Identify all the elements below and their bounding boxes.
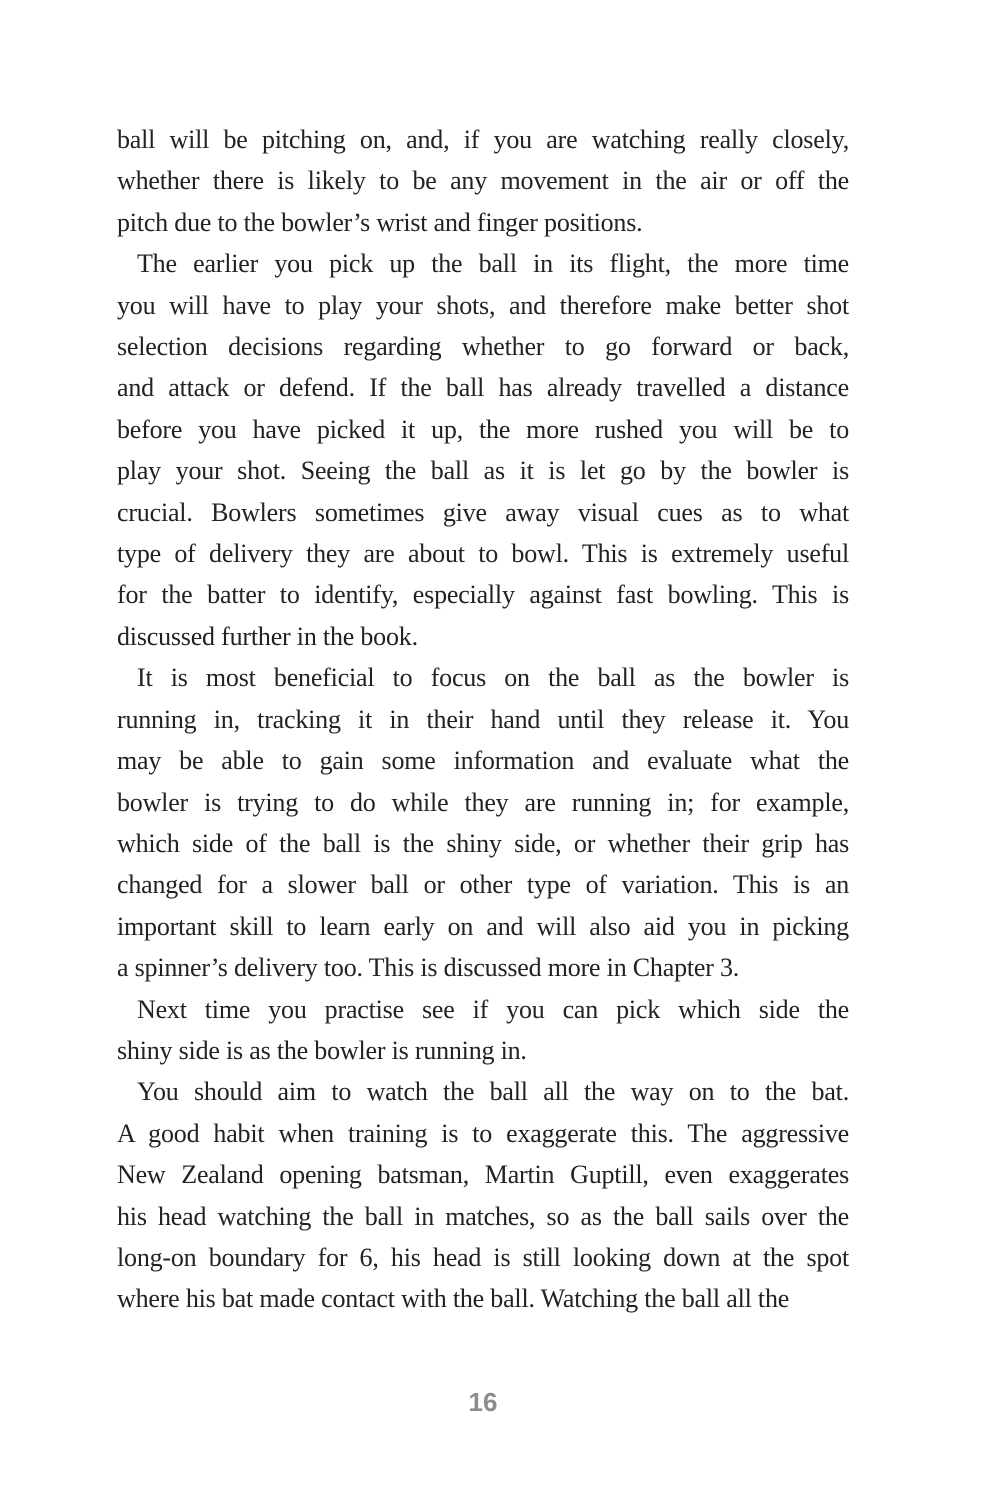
- page-text: [117, 119, 849, 1320]
- text-line: A good habit when training is to exaggerate this. The aggressive: [117, 1118, 849, 1148]
- text-line: Next time you practise see if you can pick which side the: [137, 994, 849, 1024]
- paragraph: [117, 657, 849, 988]
- text-line: It is most beneficial to focus on the ball as the bowler is: [137, 663, 849, 693]
- text-line: The earlier you pick up the ball in its flight, the more time: [137, 249, 849, 279]
- text-line: selection decisions regarding whether to go forward or back,: [117, 332, 849, 362]
- text-line: ball will be pitching on, and, if you are watching really closely,: [117, 125, 849, 154]
- text-line: running in, tracking it in their hand until they release it. You: [117, 704, 849, 734]
- text-line: where his bat made contact with the ball. Watching the ball all the: [117, 1284, 790, 1314]
- page-number: 16: [468, 1387, 498, 1417]
- text-line: his head watching the ball in matches, so as the ball sails over the: [117, 1201, 849, 1231]
- text-line: important skill to learn early on and will also aid you in picking: [117, 911, 849, 941]
- text-line: New Zealand opening batsman, Martin Guptill, even exaggerates: [117, 1160, 849, 1190]
- text-line: a spinner’s delivery too. This is discussed more in Chapter 3.: [117, 953, 740, 983]
- text-line: discussed further in the book.: [117, 621, 418, 651]
- text-line: for the batter to identify, especially against fast bowling. This is: [117, 580, 849, 610]
- text-line: which side of the ball is the shiny side, or whether their grip has: [117, 828, 849, 858]
- paragraph: [117, 1071, 849, 1319]
- text-line: changed for a slower ball or other type of variation. This is an: [117, 870, 849, 900]
- paragraph: [117, 243, 849, 657]
- text-line: before you have picked it up, the more rushed you will be to: [117, 414, 849, 444]
- text-line: play your shot. Seeing the ball as it is let go by the bowler is: [117, 456, 849, 486]
- text-line: bowler is trying to do while they are running in; for example,: [117, 787, 849, 817]
- paragraph: [117, 119, 849, 243]
- paragraph: [117, 989, 849, 1072]
- text-line: may be able to gain some information and evaluate what the: [117, 746, 849, 776]
- text-line: you will have to play your shots, and therefore make better shot: [117, 290, 849, 320]
- text-line: crucial. Bowlers sometimes give away visual cues as to what: [117, 497, 849, 527]
- text-line: and attack or defend. If the ball has already travelled a distance: [117, 373, 849, 403]
- text-line: You should aim to watch the ball all the way on to the bat.: [137, 1077, 849, 1107]
- text-line: long-on boundary for 6, his head is still looking down at the spot: [117, 1242, 849, 1272]
- text-line: type of delivery they are about to bowl. This is extremely useful: [117, 539, 849, 569]
- text-line: whether there is likely to be any movement in the air or off the: [117, 166, 849, 196]
- text-line: shiny side is as the bowler is running in.: [117, 1035, 527, 1065]
- text-line: pitch due to the bowler’s wrist and finger positions.: [117, 207, 643, 237]
